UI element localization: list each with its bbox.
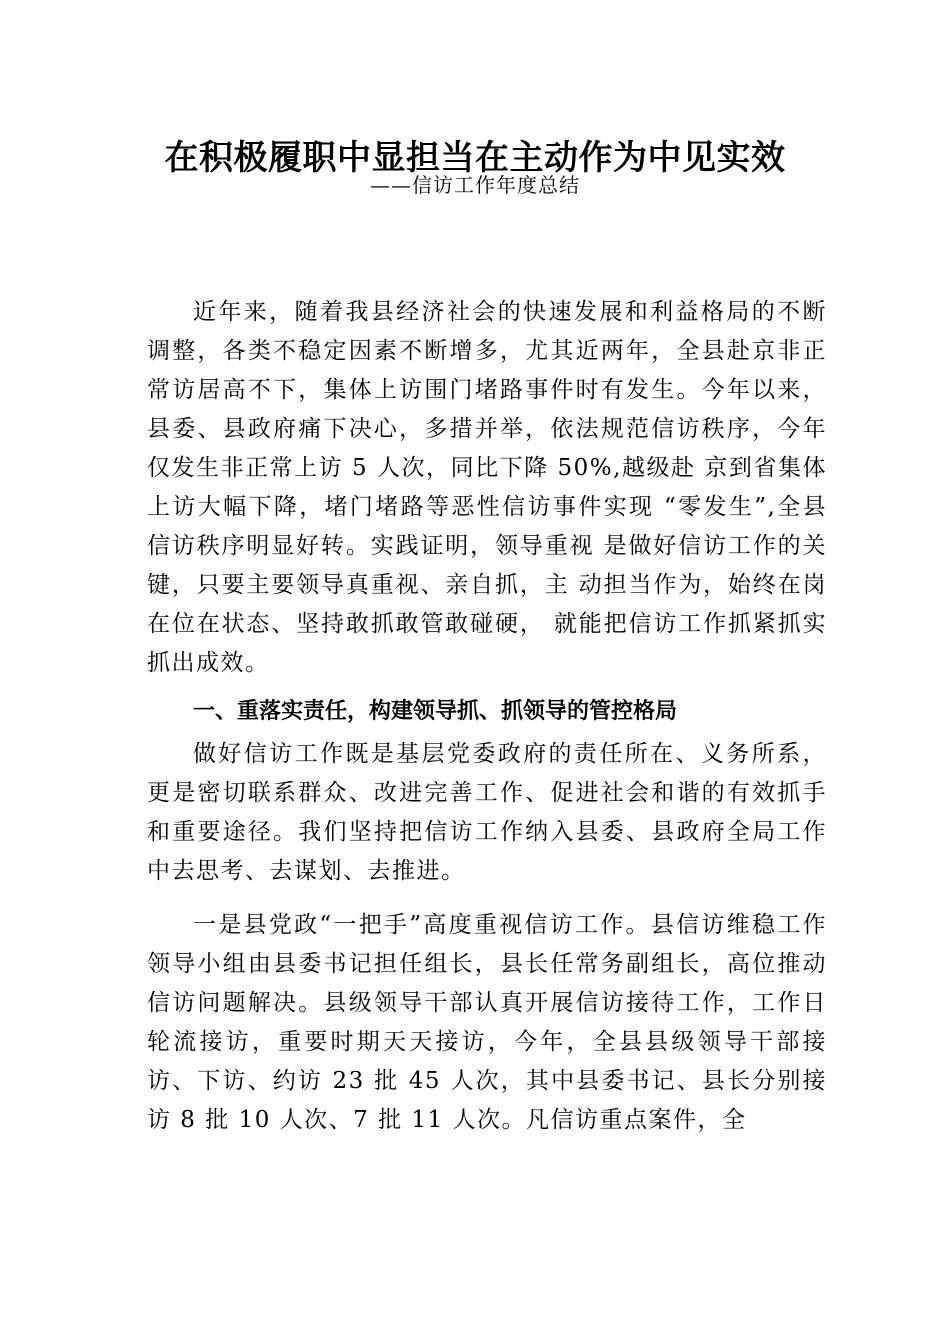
section-heading: 一、重落实责任，构建领导抓、抓领导的管控格局: [193, 699, 678, 724]
section-paragraph: 做好信访工作既是基层党委政府的责任所在、义务所系，更是密切联系群众、改进完善工作、促进社会和谐的有效抓手和重要途径。我们坚持把信访工作纳入县委、县政府全局工作中去思考、去谋划、去推进。: [147, 741, 827, 884]
intro-paragraph: 近年来，随着我县经济社会的快速发展和利益格局的不断调整，各类不稳定因素不断增多，尤其近两年，全县赴京非正常访居高不下，集体上访围门堵路事件时有发生。今年以来，县委、县政府痛下决心，多措并举，依法规范信访秩序，今年仅发生非正常上访 5 人次，同比下降 50%,越级赴 京到省集体上访大幅下降，堵门堵路等恶性信访事件实现 “零发生”,全县信访秩序明显好转。实践证明，领导重视 是做好信访工作的关键，只要主要领导真重视、亲自抓，主 动担当作为，始终在岗在位在状态、坚持敢抓敢管敢碰硬， 就能把信访工作抓紧抓实抓出成效。: [147, 299, 827, 676]
document-subtitle: ——信访工作年度总结: [370, 173, 580, 197]
document-title: 在积极履职中显担当在主动作为中见实效: [164, 137, 786, 178]
section-paragraph: 一是县党政“一把手”高度重视信访工作。县信访维稳工作领导小组由县委书记担任组长，县长任常务副组长，高位推动信访问题解决。县级领导干部认真开展信访接待工作，工作日轮流接访，重要时期天天接访，今年，全县县级领导干部接访、下访、约访 23 批 45 人次，其中县委书记、县长分别接访 8 批 10 人次、7 批 11 人次。凡信访重点案件，全: [147, 912, 827, 1133]
